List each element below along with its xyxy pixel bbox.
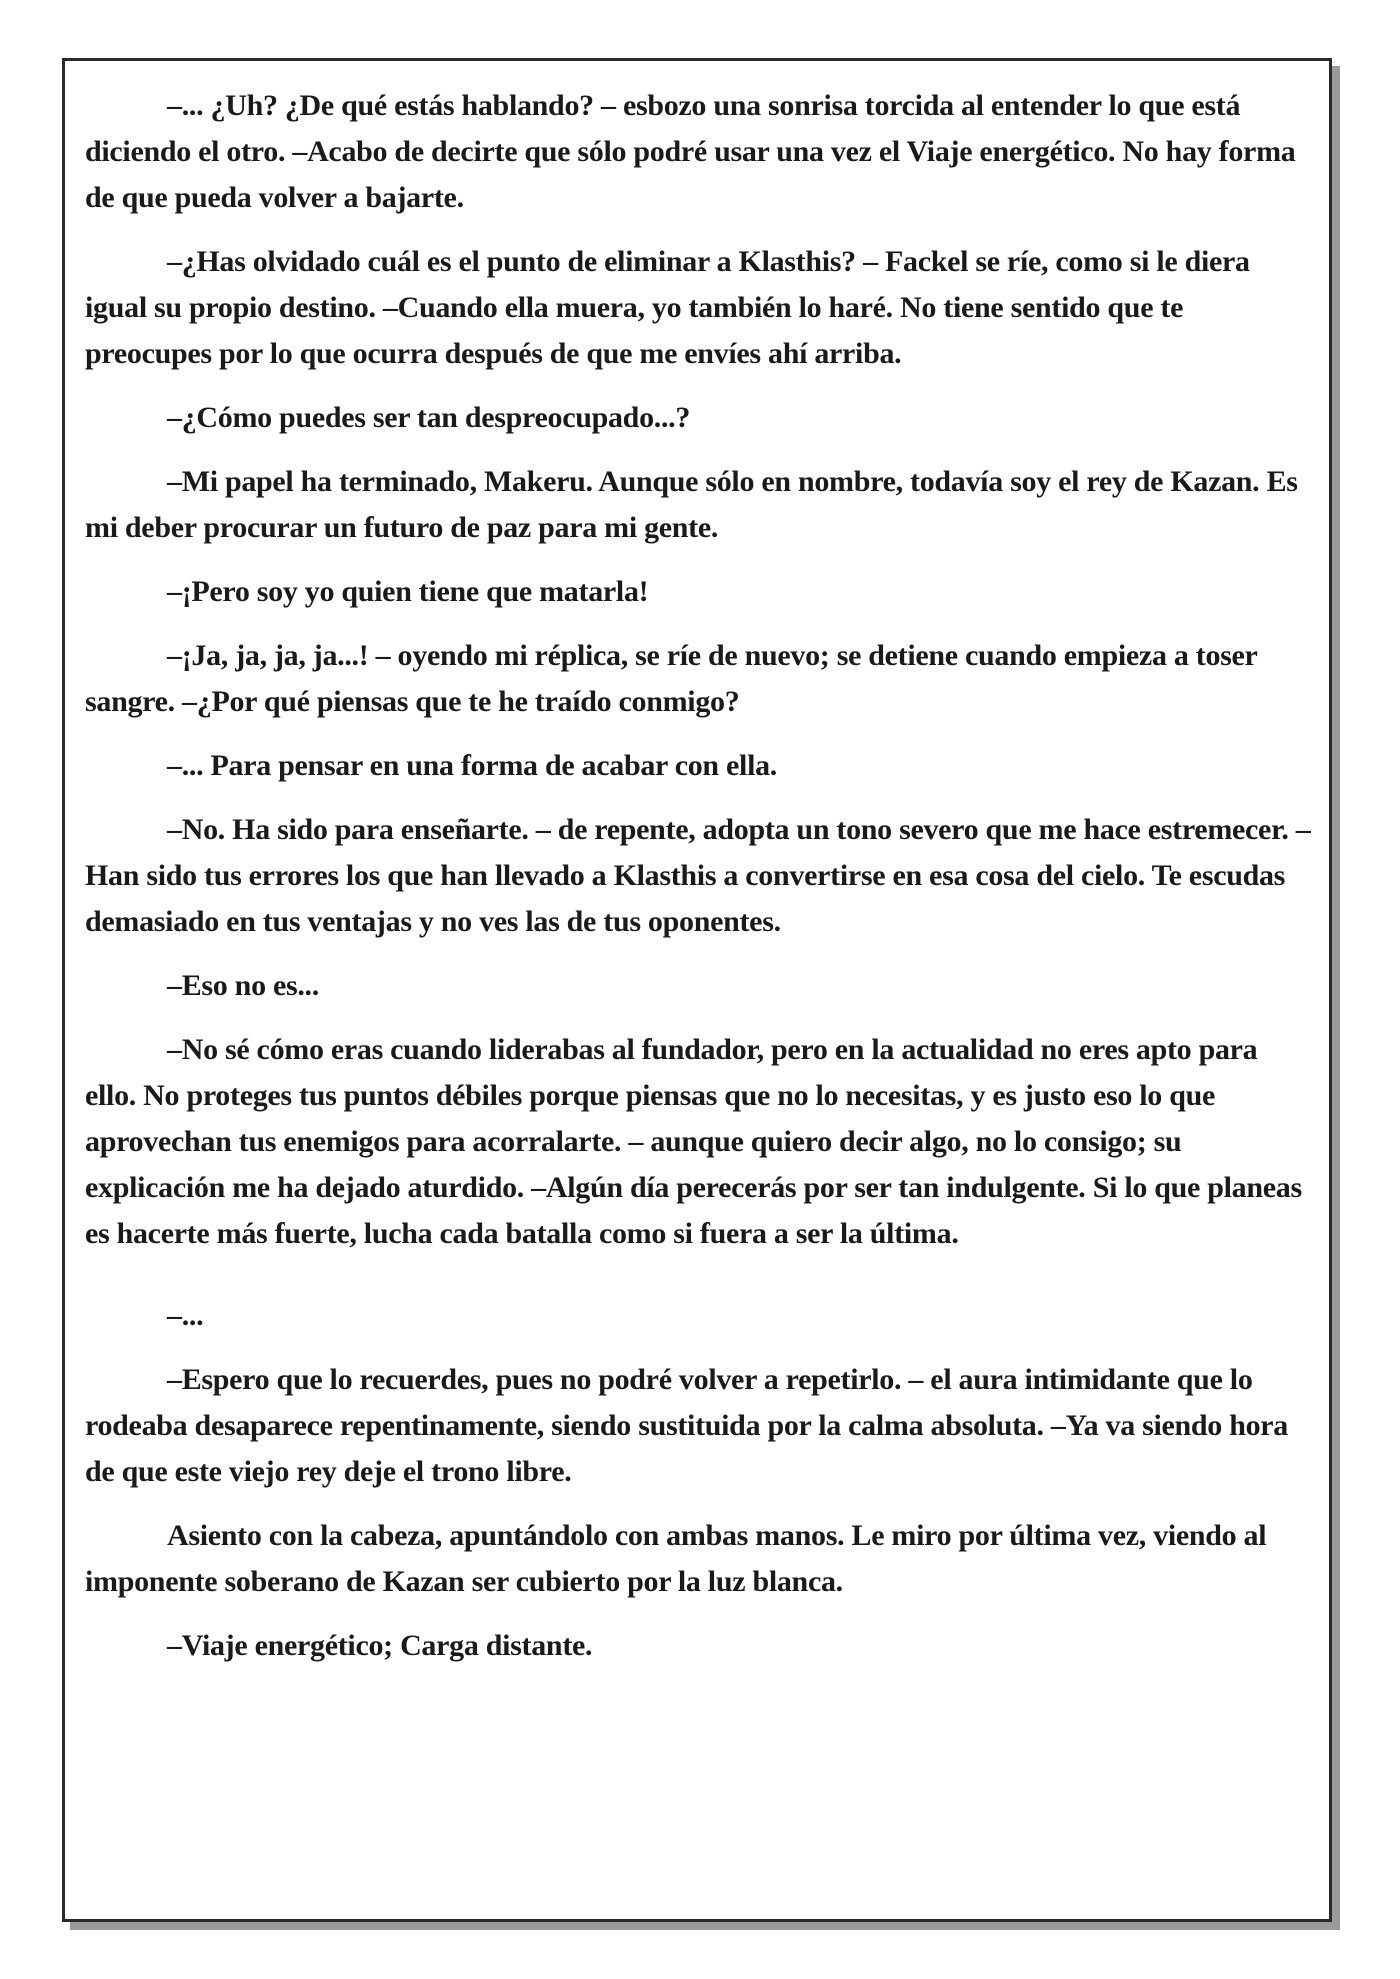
- paragraph-6: –¡Ja, ja, ja, ja...! – oyendo mi réplica, se ríe de nuevo; se detiene cuando empieza a toser sangre. –¿Por qué piensas que te he traído conmigo?: [85, 639, 1258, 718]
- paragraph-7: –... Para pensar en una forma de acabar con ella.: [167, 749, 777, 782]
- paragraph-1: –... ¿Uh? ¿De qué estás hablando? – esbozo una sonrisa torcida al entender lo que está diciendo el otro. –Acabo de decirte que sólo podré usar una vez el Viaje energético. No hay forma de que pueda volver a bajarte.: [85, 89, 1296, 214]
- paragraph-14: –Viaje energético; Carga distante.: [167, 1629, 593, 1662]
- paragraph-4: –Mi papel ha terminado, Makeru. Aunque sólo en nombre, todavía soy el rey de Kazan. Es mi deber procurar un futuro de paz para mi gente.: [85, 465, 1298, 544]
- paragraph-3: –¿Cómo puedes ser tan despreocupado...?: [167, 401, 691, 434]
- paragraph-12: –Espero que lo recuerdes, pues no podré volver a repetirlo. – el aura intimidante que lo rodeaba desaparece repentinamente, siendo sustituida por la calma absoluta. –Ya va siendo hora de que este viejo rey deje el trono libre.: [85, 1363, 1289, 1488]
- paragraph-13: Asiento con la cabeza, apuntándolo con ambas manos. Le miro por última vez, viendo al imponente soberano de Kazan ser cubierto por la luz blanca.: [85, 1519, 1267, 1598]
- document-body: [85, 83, 1311, 1687]
- paragraph-9: –Eso no es...: [167, 969, 319, 1002]
- paragraph-10: –No sé cómo eras cuando liderabas al fundador, pero en la actualidad no eres apto para ello. No proteges tus puntos débiles porque piensas que no lo necesitas, y es justo eso lo que aprovechan tus enemigos para acorralarte. – aunque quiero decir algo, no lo consigo; su explicación me ha dejado aturdido. –Algún día perecerás por ser tan indulgente. Si lo que planeas es hacerte más fuerte, lucha cada batalla como si fuera a ser la última.: [85, 1033, 1302, 1250]
- paragraph-11: –...: [167, 1299, 204, 1332]
- paragraph-8: –No. Ha sido para enseñarte. – de repente, adopta un tono severo que me hace estremecer. –Han sido tus errores los que han llevado a Klasthis a convertirse en esa cosa del cielo. Te escudas demasiado en tus ventajas y no ves las de tus oponentes.: [85, 813, 1311, 938]
- page-frame: [62, 58, 1332, 1922]
- paragraph-5: –¡Pero soy yo quien tiene que matarla!: [167, 575, 649, 608]
- paragraph-2: –¿Has olvidado cuál es el punto de eliminar a Klasthis? – Fackel se ríe, como si le diera igual su propio destino. –Cuando ella muera, yo también lo haré. No tiene sentido que te preocupes por lo que ocurra después de que me envíes ahí arriba.: [85, 245, 1250, 370]
